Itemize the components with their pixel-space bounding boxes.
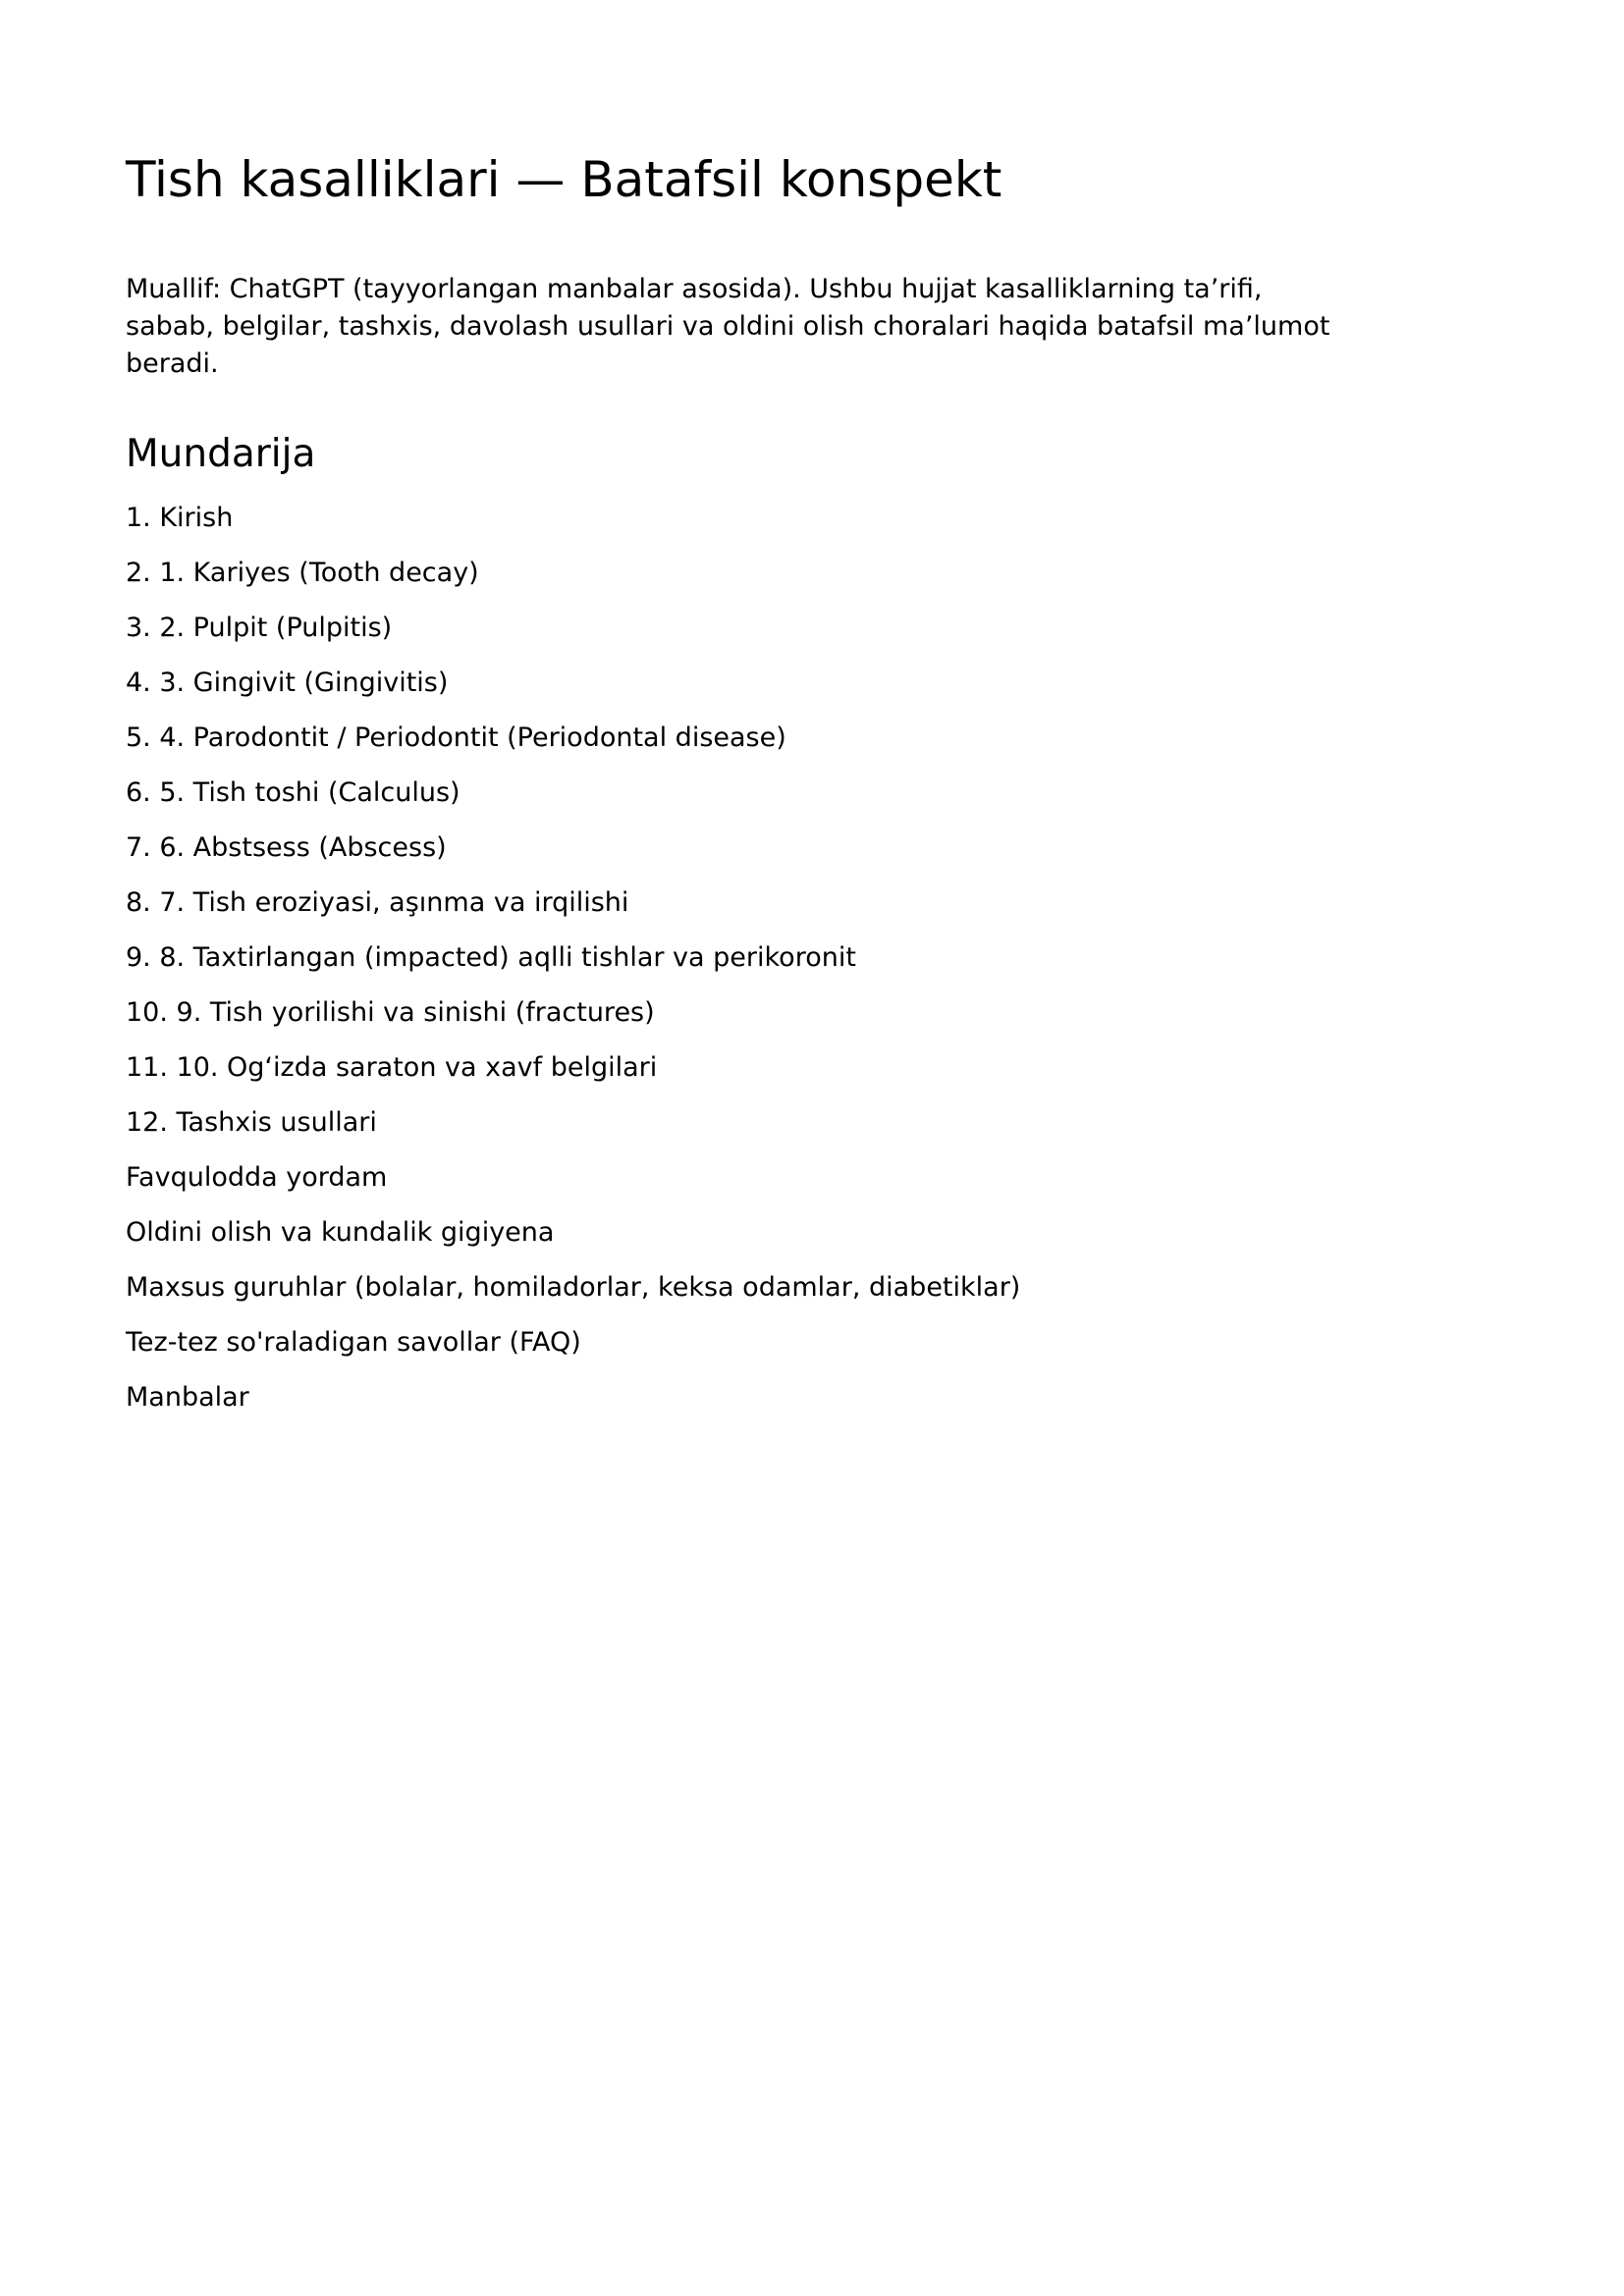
toc-item: Tez-tez so'raladigan savollar (FAQ)	[126, 1326, 581, 1358]
author-paragraph-line: Muallif: ChatGPT (tayyorlangan manbalar asosida). Ushbu hujjat kasalliklarning ta’rifi,	[126, 274, 1263, 304]
toc-item: 12. Tashxis usullari	[126, 1106, 377, 1138]
author-paragraph-line: sabab, belgilar, tashxis, davolash usullari va oldini olish choralari haqida batafsil ma’lumot	[126, 311, 1330, 342]
author-paragraph	[126, 271, 1498, 383]
toc-heading: Mundarija	[126, 432, 316, 476]
toc-item: 7. 6. Abstsess (Abscess)	[126, 831, 447, 863]
toc-item: 10. 9. Tish yorilishi va sinishi (fractures)	[126, 996, 655, 1028]
author-paragraph-line: beradi.	[126, 348, 219, 379]
toc-item: 9. 8. Taxtirlangan (impacted) aqlli tishlar va perikoronit	[126, 941, 856, 973]
toc-item: Oldini olish va kundalik gigiyena	[126, 1216, 555, 1248]
toc-item: 6. 5. Tish toshi (Calculus)	[126, 776, 460, 808]
toc-item: 1. Kirish	[126, 502, 234, 533]
toc-item: Maxsus guruhlar (bolalar, homiladorlar, keksa odamlar, diabetiklar)	[126, 1271, 1021, 1303]
toc-list	[126, 500, 1498, 1416]
toc-item: 8. 7. Tish eroziyasi, aşınma va irqilishi	[126, 886, 629, 918]
toc-item: 4. 3. Gingivit (Gingivitis)	[126, 667, 449, 698]
toc-item: 11. 10. Og‘izda saraton va xavf belgilari	[126, 1051, 658, 1083]
toc-item: Manbalar	[126, 1381, 249, 1413]
toc-item: Favqulodda yordam	[126, 1161, 388, 1193]
page-title: Tish kasalliklari — Batafsil konspekt	[126, 151, 1002, 208]
toc-item: 3. 2. Pulpit (Pulpitis)	[126, 612, 393, 643]
toc-item: 5. 4. Parodontit / Periodontit (Periodontal disease)	[126, 721, 786, 753]
toc-item: 2. 1. Kariyes (Tooth decay)	[126, 557, 479, 588]
